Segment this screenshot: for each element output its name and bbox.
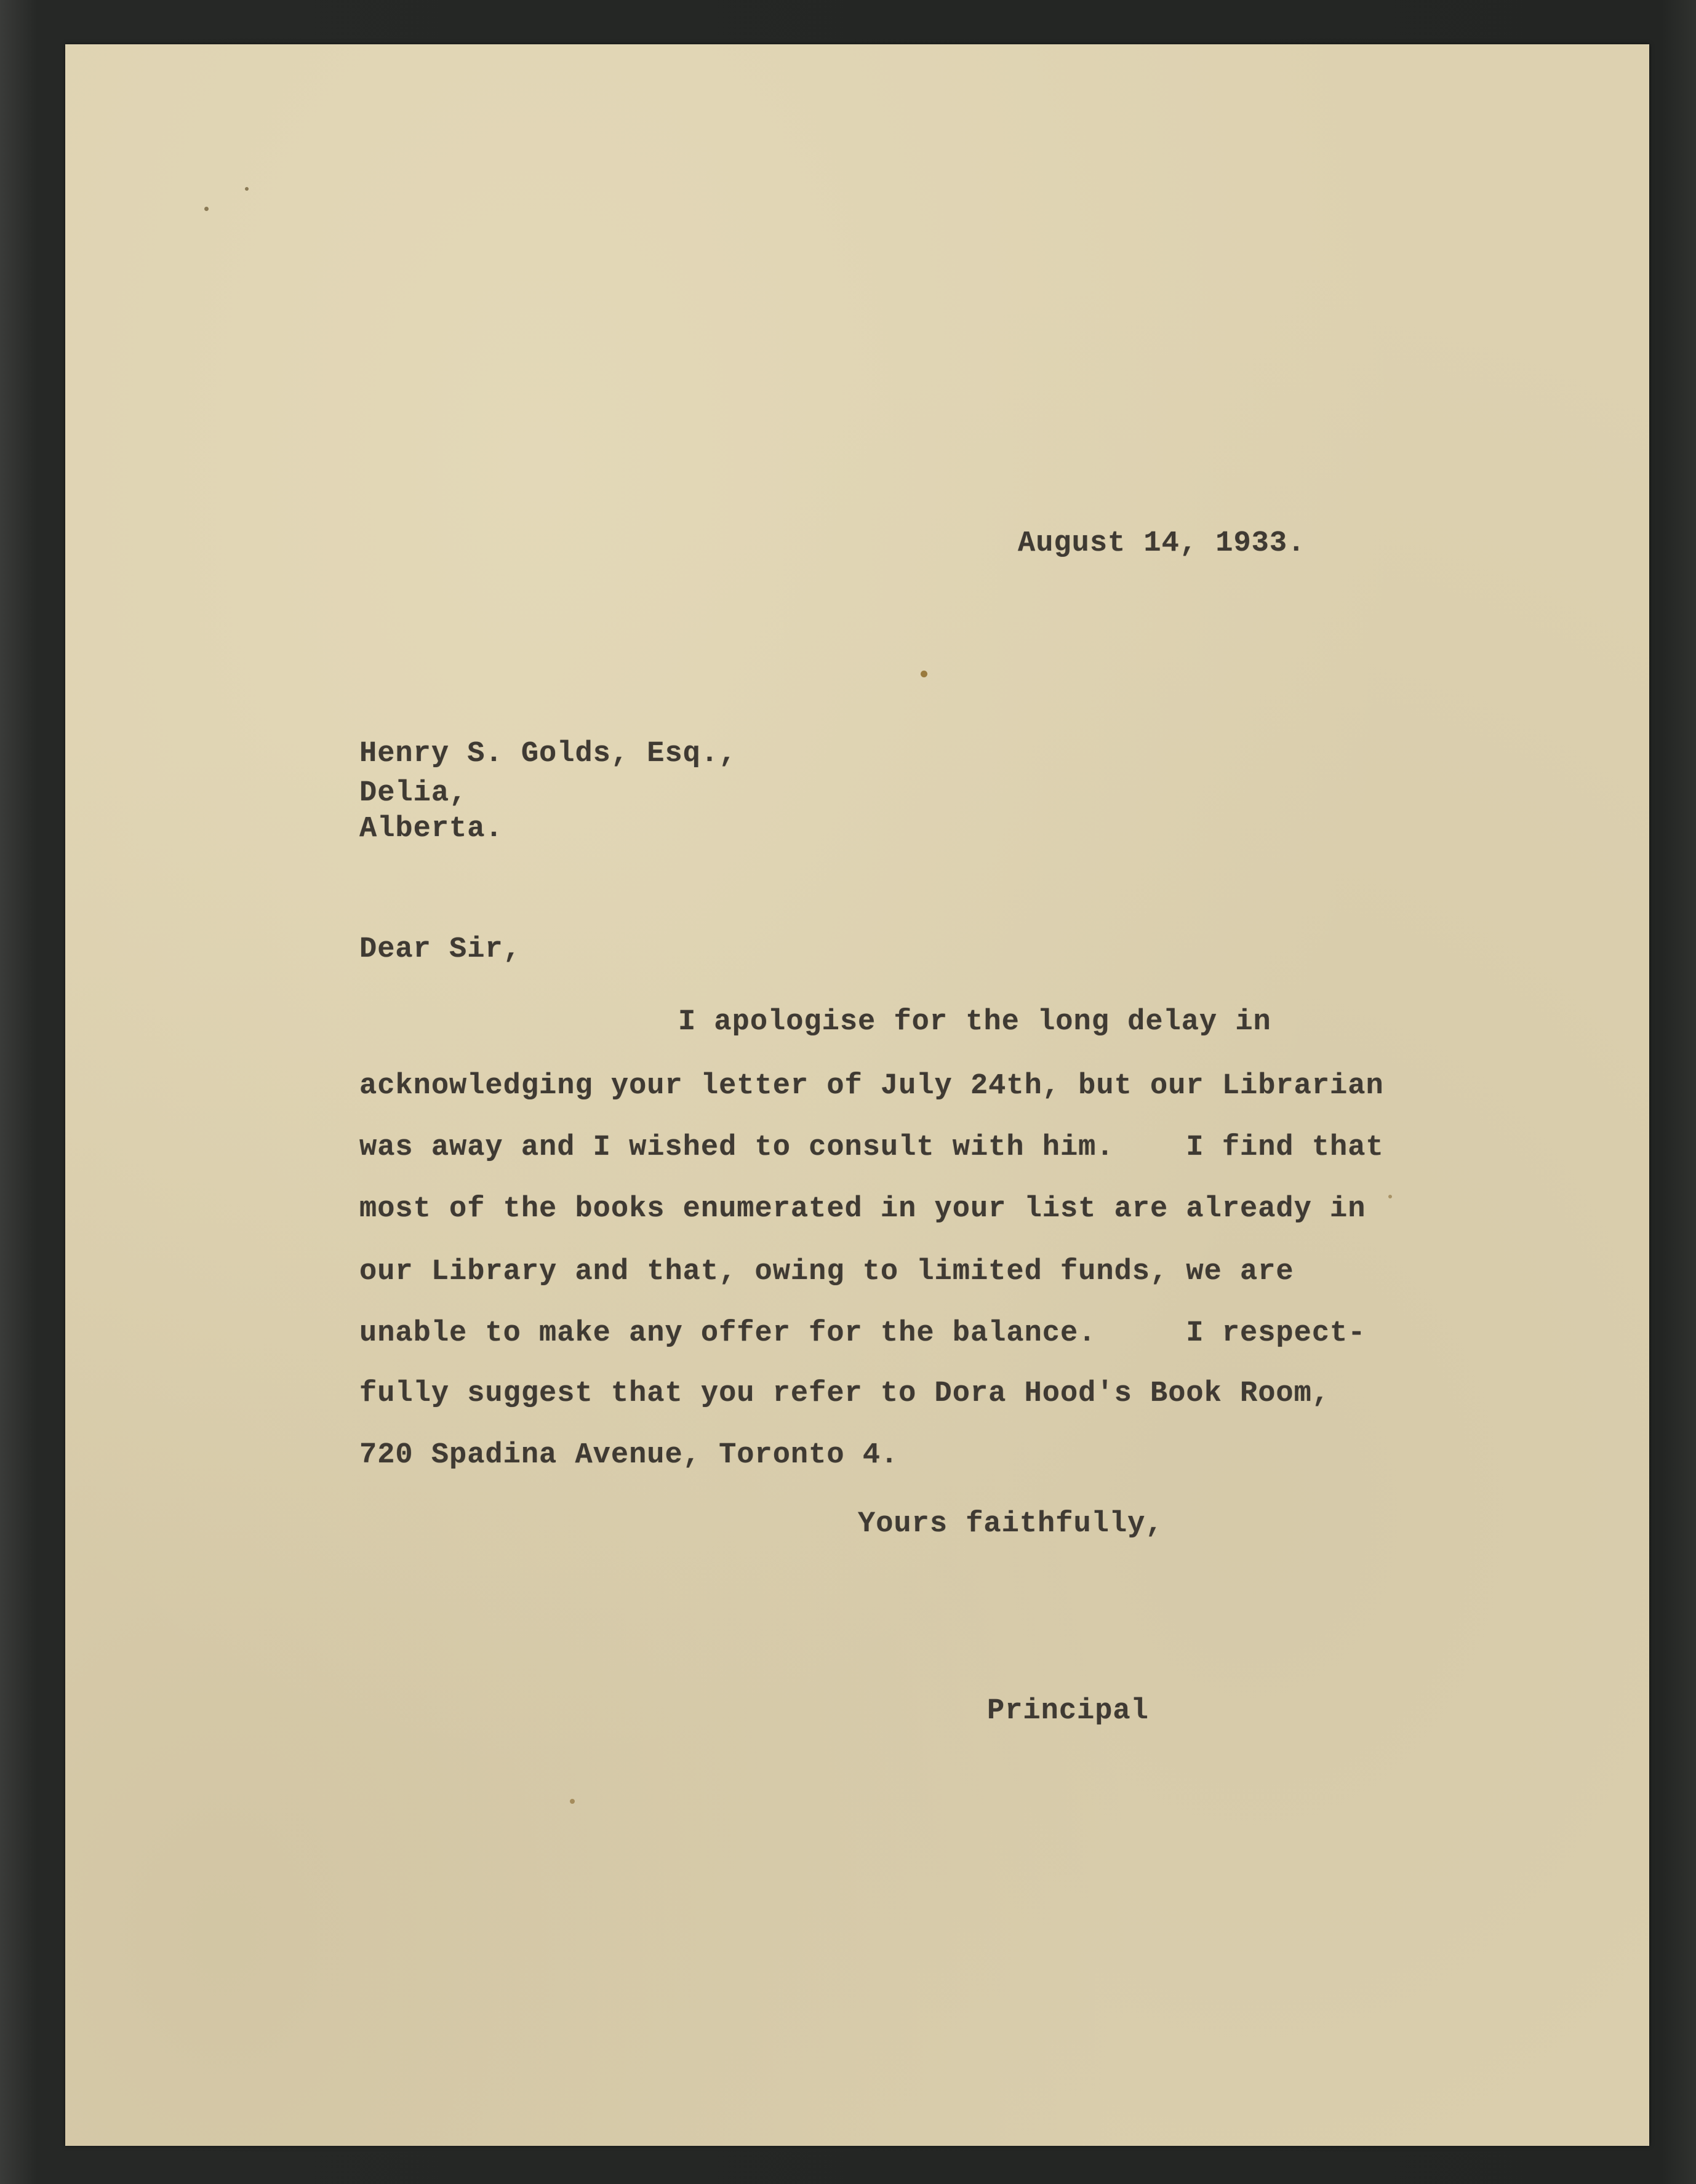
letter-date: August 14, 1933. [1018, 527, 1306, 560]
closing: Yours faithfully, [858, 1508, 1164, 1540]
recipient-province: Alberta. [359, 813, 503, 845]
salutation: Dear Sir, [359, 933, 521, 966]
paper-speck [921, 671, 927, 677]
recipient-town: Delia, [359, 777, 468, 810]
paper-speck [570, 1799, 575, 1804]
body-line: most of the books enumerated in your list are already in [359, 1193, 1366, 1226]
body-line: I apologise for the long delay in [678, 1006, 1271, 1038]
signature-title: Principal [987, 1695, 1149, 1728]
paper-speck [204, 207, 209, 211]
body-line: unable to make any offer for the balance. I respect- [359, 1317, 1366, 1350]
letter-page [65, 44, 1649, 2146]
recipient-name: Henry S. Golds, Esq., [359, 738, 737, 770]
body-line: fully suggest that you refer to Dora Hood's Book Room, [359, 1377, 1330, 1410]
body-line: 720 Spadina Avenue, Toronto 4. [359, 1439, 899, 1472]
body-line: our Library and that, owing to limited funds, we are [359, 1256, 1294, 1288]
paper-speck [1388, 1195, 1392, 1198]
body-line: acknowledging your letter of July 24th, but our Librarian [359, 1070, 1384, 1102]
body-line: was away and I wished to consult with him. I find that [359, 1131, 1384, 1164]
paper-speck [245, 187, 249, 191]
